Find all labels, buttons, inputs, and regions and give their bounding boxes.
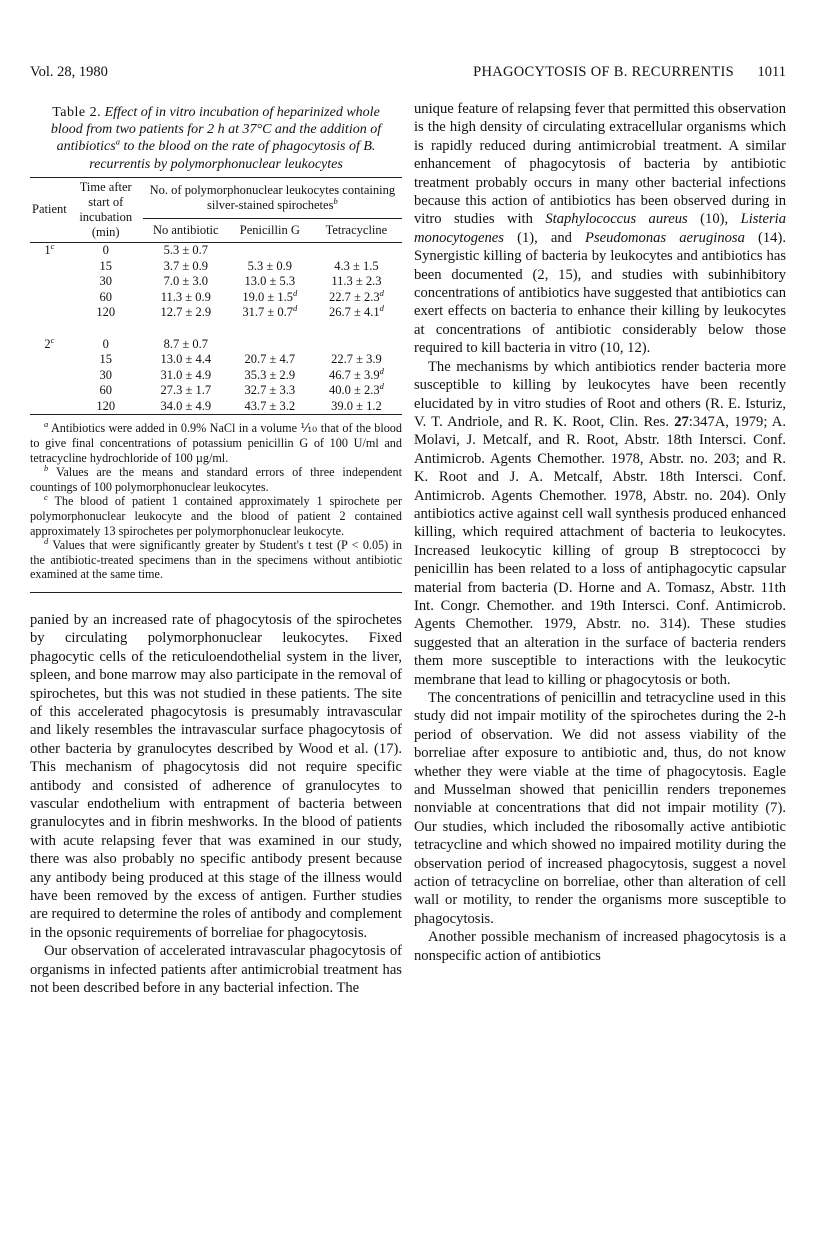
journal-volume: 27: [674, 413, 689, 430]
paragraph: Our observation of accelerated intravascular phagocytosis of organisms in infected patients after antimicrobial treatment has not been described before in any bacterial infection. The: [30, 943, 402, 996]
cell-value: 46.7 ± 3.9: [328, 367, 380, 382]
running-title: PHAGOCYTOSIS OF B. RECURRENTIS: [473, 64, 734, 80]
cell-footnote-mark: d: [293, 287, 298, 298]
cell-no-antibiotic: [143, 336, 229, 352]
cell-no-antibiotic: [143, 352, 229, 368]
cell-time: [69, 368, 143, 384]
cell-footnote-mark: d: [379, 303, 384, 314]
caption-footnote-mark: a: [115, 136, 120, 147]
footnote-text: Values are the means and standard errors of three independent countings of 100 polymorphonuclear leukocytes.: [30, 465, 402, 494]
cell-patient: [30, 258, 69, 274]
cell-time: [69, 305, 143, 321]
footnote: [30, 421, 402, 465]
cell-value: 30: [99, 367, 112, 382]
cell-patient: [30, 399, 69, 415]
table-row: [30, 383, 402, 399]
cell-patient: [30, 305, 69, 321]
data-table: [30, 177, 402, 416]
cell-time: [69, 352, 143, 368]
cell-value: 60: [99, 383, 112, 398]
cell-tetracycline: [311, 383, 402, 399]
cell-value: 5.3 ± 0.7: [163, 243, 208, 258]
cell-value: 2: [44, 336, 51, 351]
cell-value: 22.7 ± 3.9: [331, 352, 382, 367]
species-name: Pseudomonas aeruginosa: [585, 229, 745, 246]
text-run: The mechanisms by which antibiotics render bacteria more susceptible to killing by leukocytes have been recently elucidated by in vitro studies of Root and others (R. E. Isturiz, V. T. Andriole, and R. K. Root, Clin. Res.: [414, 358, 786, 430]
cell-tetracycline: [311, 365, 402, 384]
cell-penicillin: [229, 305, 311, 321]
table-label: Table 2.: [52, 105, 102, 120]
cell-penicillin: [229, 368, 311, 384]
text-run: (10),: [687, 211, 741, 228]
paragraph: Another possible mechanism of increased phagocytosis is a nonspecific action of antibiotics: [414, 929, 786, 964]
col-header-group-text: No. of polymorphonuclear leukocytes containing silver-stained spirochetes: [149, 182, 396, 212]
cell-penicillin: [229, 274, 311, 290]
paragraph: panied by an increased rate of phagocytosis of the spirochetes by circulating polymorphonuclear leukocytes. Fixed phagocytic cells of the reticuloendothelial system in the liver, spleen, and bone marrow may also participate in the removal of spirochetes, but this was not studied in these patients. The site of this accelerated phagocytosis is presumably intravascular and likely resembles the intravascular surface phagocytosis of other bacteria by granulocytes described by Wood et al. (17). This mechanism of phagocytosis did not require specific antibody and consisted of adherence of granulocytes to vascular endothelium with entrapment of bacteria between granulocytes and in fibrin meshworks. In the blood of patients with acute relapsing fever that was examined in our study, there was also probably no specific antibody present because any antibody being produced at this stage of the illness would have been removed by the excess of antigen. Further studies are required to determine the roles of antibody and complement in the opsonic requirements of borreliae for phagocytosis.: [30, 611, 402, 941]
cell-penicillin: [229, 258, 311, 274]
footnote-mark: b: [44, 463, 49, 474]
cell-penicillin: [229, 352, 311, 368]
cell-value: 15: [99, 258, 112, 273]
cell-footnote-mark: d: [379, 381, 384, 392]
species-name: Staphylococcus aureus: [545, 211, 688, 228]
cell-value: 31.0 ± 4.9: [160, 367, 212, 382]
cell-value: 120: [96, 399, 116, 414]
table-row: [30, 399, 402, 415]
page-header: [30, 64, 786, 86]
cell-time: [69, 383, 143, 399]
table-row: [30, 336, 402, 352]
species-name: Listeria monocytogenes: [414, 211, 786, 246]
table-row: [30, 274, 402, 290]
paragraph: [414, 100, 786, 358]
cell-patient: [30, 290, 69, 306]
left-body-text: [30, 611, 402, 998]
cell-value: 20.7 ± 4.7: [244, 352, 296, 367]
cell-footnote-mark: d: [293, 303, 298, 314]
cell-patient: [30, 383, 69, 399]
table-row: [30, 242, 402, 258]
text-run: (14). Synergistic killing of bacteria by leukocytes and antibiotics has been documented (2, 15), and studies with subinhibitory concentrations of antibiotics have suggested that antibiotics can exert effects on bacteria to enhance their killing by leukocytes at concentrations of antibiotic considerably below those required to kill bacteria in vitro (10, 12).: [414, 229, 786, 357]
cell-time: [69, 258, 143, 274]
cell-time: [69, 290, 143, 306]
cell-value: 19.0 ± 1.5: [242, 289, 293, 304]
cell-time: [69, 336, 143, 352]
cell-tetracycline: [311, 274, 402, 290]
cell-tetracycline: [311, 305, 402, 321]
cell-no-antibiotic: [143, 305, 229, 321]
cell-tetracycline: [311, 287, 402, 306]
cell-value: 34.0 ± 4.9: [160, 399, 212, 414]
cell-penicillin: [229, 242, 311, 258]
cell-no-antibiotic: [143, 368, 229, 384]
footnote-text: Antibiotics were added in 0.9% NaCl in a volume ⅒ that of the blood to give final concentrations of potassium penicillin G of 100 U/ml and tetracycline hydrochloride of 100 µg/ml.: [30, 421, 402, 465]
text-run: (1), and: [503, 229, 586, 246]
paragraph: [414, 358, 786, 689]
cell-no-antibiotic: [143, 290, 229, 306]
cell-value: 26.7 ± 4.1: [328, 305, 380, 320]
col-header-patient: Patient: [32, 202, 67, 217]
cell-penicillin: [229, 336, 311, 352]
cell-penicillin: [229, 399, 311, 415]
cell-value: 120: [96, 305, 116, 320]
cell-value: 12.7 ± 2.9: [160, 305, 212, 320]
col-header-tetracycline: Tetracycline: [325, 222, 388, 237]
cell-value: 3.7 ± 0.9: [163, 258, 208, 273]
table-row: [30, 305, 402, 321]
cell-value: 7.0 ± 3.0: [163, 274, 208, 289]
cell-value: 8.7 ± 0.7: [163, 336, 208, 351]
footnote-text: The blood of patient 1 contained approximately 1 spirochete per polymorphonuclear leukocyte and the blood of patient 2 contained approximately 13 spirochetes per polymorphonuclear leukocyte.: [30, 494, 402, 538]
cell-value: 32.7 ± 3.3: [244, 383, 296, 398]
cell-value: 13.0 ± 5.3: [244, 274, 296, 289]
table-row: [30, 290, 402, 306]
cell-no-antibiotic: [143, 383, 229, 399]
text-run: unique feature of relapsing fever that permitted this observation is the high density of circulating extracellular organisms which is rapidly reduced during antimicrobial treatment. A similar enhancement of phagocytosis of bacteria by antibiotic treatment probably occurs in many other bacterial infections because this action of antibiotics has been observed during in vitro studies with: [414, 101, 787, 228]
footnote-mark: a: [44, 419, 49, 430]
text-run: :347A, 1979; A. Molavi, J. Metcalf, and R. Root, Abstr. 18th Intersci. Conf. Antimicrob. Agents Chemother. 1978, Abstr. no. 203; and R. K. Root and J. A. Metcalf, Abstr. 18th Intersci. Conf. Antimicrob. Agents Chemother. 1978, Abstr. no. 204). Only antibiotics active against cell wall synthesis produced enhanced killing, which required attachment of bacteria to leukocytes. Increased leukocytic killing of group B streptococci by penicillin has been related to a loss of antiphagocytic capsular material from bacteria (D. Horne and A. Tomasz, Abstr. 11th Int. Congr. Chemother. and 19th Intersci. Conf. Antimicrob. Agents Chemother. 1979, Abstr. no. 314). These studies suggested that an alteration in the surface of bacteria renders them more susceptible to interactions with the leukocytic membrane that lead to killing or phagocytosis or both.: [414, 413, 786, 688]
left-column: [30, 100, 402, 997]
cell-value: 0: [102, 336, 109, 351]
cell-footnote-mark: d: [379, 365, 384, 376]
col-header-no-antibiotic: No antibiotic: [152, 222, 219, 237]
volume-label: Vol. 28, 1980: [30, 64, 108, 80]
table-caption-text-a: Effect of in vitro incubation of heparinized whole blood from two patients for 2 h at 37°C and the addition of antibiotics: [50, 105, 382, 155]
row-spacer: [30, 321, 402, 337]
cell-no-antibiotic: [143, 274, 229, 290]
cell-value: 0: [102, 243, 109, 258]
cell-footnote-mark: c: [50, 240, 55, 251]
cell-patient: [30, 336, 69, 352]
cell-value: 60: [99, 289, 112, 304]
cell-no-antibiotic: [143, 242, 229, 258]
footnote: [30, 465, 402, 494]
col-header-group: [143, 177, 402, 218]
cell-value: 13.0 ± 4.4: [160, 352, 212, 367]
table-row: [30, 352, 402, 368]
cell-penicillin: [229, 383, 311, 399]
cell-patient: [30, 242, 69, 258]
page-number: 1011: [757, 64, 786, 80]
cell-no-antibiotic: [143, 399, 229, 415]
footnote: [30, 538, 402, 582]
cell-patient: [30, 352, 69, 368]
cell-value: 30: [99, 274, 112, 289]
cell-penicillin: [229, 287, 311, 306]
footnote-text: Values that were significantly greater by Student's t test (P < 0.05) in the antibiotic-treated specimens than in the specimens without antibiotic examined at the same time.: [30, 538, 402, 582]
cell-tetracycline: [311, 352, 402, 368]
cell-value: 15: [99, 352, 112, 367]
cell-tetracycline: [311, 242, 402, 258]
table-caption-text-b: to the blood on the rate of phagocytosis of B. recurrentis by polymorphonuclear leukocytes: [89, 139, 376, 172]
cell-tetracycline: [311, 258, 402, 274]
paragraph: The concentrations of penicillin and tetracycline used in this study did not impair motility of the spirochetes during the 2-h period of observation. We did not assess viability of the borreliae after exposure to antibiotic and, thus, do not know whether they were viable at the time of phagocytosis. Eagle and Musselman showed that penicillin renders treponemes nonviable at concentrations that did not impair motility (7). Our studies, which included the ribosomally active antibiotic tetracycline and which showed no impaired motility during the observation period of increased phagocytosis, suggest a novel action of tetracycline on borreliae, other than alteration of cell wall or motility, to render the organisms more susceptible to phagocytosis.: [414, 690, 786, 927]
cell-value: 1: [44, 243, 51, 258]
cell-value: 31.7 ± 0.7: [242, 305, 293, 320]
cell-time: [69, 242, 143, 258]
cell-footnote-mark: d: [379, 287, 384, 298]
footnote-mark: d: [44, 536, 49, 547]
table-row: [30, 368, 402, 384]
cell-patient: [30, 274, 69, 290]
table-body: [30, 242, 402, 415]
cell-patient: [30, 368, 69, 384]
cell-value: 11.3 ± 0.9: [160, 289, 211, 304]
cell-footnote-mark: c: [50, 334, 55, 345]
right-body-text: [414, 100, 786, 965]
cell-tetracycline: [311, 399, 402, 415]
cell-value: 5.3 ± 0.9: [247, 258, 292, 273]
footnote: [30, 494, 402, 538]
cell-value: 35.3 ± 2.9: [244, 367, 296, 382]
cell-value: 39.0 ± 1.2: [331, 399, 382, 414]
cell-value: 43.7 ± 3.2: [244, 399, 296, 414]
col-header-penicillin: Penicillin G: [239, 222, 300, 237]
cell-value: 27.3 ± 1.7: [160, 383, 212, 398]
table-footnotes: [30, 421, 402, 593]
right-column: [414, 100, 786, 965]
cell-value: 22.7 ± 2.3: [328, 289, 380, 304]
cell-value: 11.3 ± 2.3: [331, 274, 382, 289]
cell-time: [69, 274, 143, 290]
cell-no-antibiotic: [143, 258, 229, 274]
col-header-time: Time after start of incubation (min): [79, 179, 133, 239]
cell-time: [69, 399, 143, 415]
cell-tetracycline: [311, 336, 402, 352]
cell-value: 40.0 ± 2.3: [328, 383, 380, 398]
table-caption: [30, 100, 402, 173]
footnote-mark: c: [44, 492, 48, 503]
table-row: [30, 258, 402, 274]
col-group-footnote-mark: b: [333, 195, 338, 206]
cell-value: 4.3 ± 1.5: [334, 258, 379, 273]
